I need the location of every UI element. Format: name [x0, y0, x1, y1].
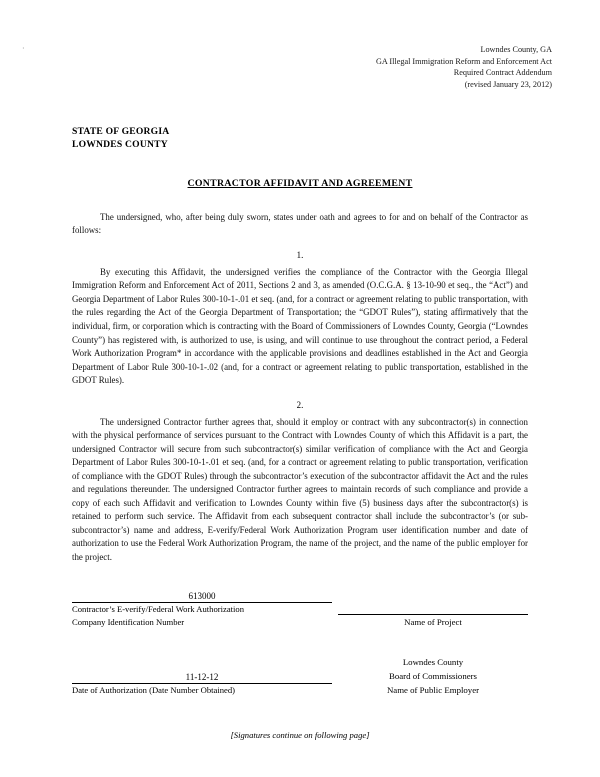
- state-county-block: [72, 125, 552, 152]
- public-employer-line2: Board of Commissioners: [389, 670, 477, 681]
- public-employer-group: [338, 655, 528, 696]
- signature-row-1: [72, 590, 528, 629]
- authorization-date-label: Date of Authorization (Date Number Obtained): [72, 684, 235, 695]
- section-number-1: 1.: [296, 249, 304, 260]
- public-employer-line1: Lowndes County: [402, 657, 464, 668]
- signature-row-2: [72, 655, 528, 696]
- authorization-date-value: 11-12-12: [185, 671, 219, 682]
- page-title: CONTRACTOR AFFIDAVIT AND AGREEMENT: [187, 177, 413, 189]
- project-name-label: Name of Project: [404, 617, 462, 628]
- signature-area: [72, 590, 528, 696]
- everify-number-input[interactable]: [72, 590, 332, 603]
- everify-number-label-line2: Company Identification Number: [72, 617, 185, 628]
- document-header: [48, 44, 552, 91]
- project-name-input[interactable]: [338, 602, 528, 615]
- everify-number-field-group: [72, 590, 332, 629]
- authorization-date-input[interactable]: [72, 671, 332, 684]
- county-line: LOWNDES COUNTY: [72, 139, 168, 151]
- header-line-3: Required Contract Addendum: [453, 68, 552, 78]
- project-name-field-group: [338, 602, 528, 629]
- corner-mark: ·: [22, 44, 25, 53]
- section-number-2: 2.: [296, 399, 304, 410]
- header-line-2: GA Illegal Immigration Reform and Enforcement Act: [376, 56, 552, 66]
- authorization-date-field-group: [72, 671, 332, 697]
- header-line-4: (revised January 23, 2012): [464, 79, 552, 89]
- continuation-note: [Signatures continue on following page]: [230, 730, 370, 741]
- everify-number-value: 613000: [188, 591, 216, 602]
- intro-paragraph: The undersigned, who, after being duly sworn, states under oath and agrees to for and on behalf of the Contractor as follows:: [72, 211, 528, 236]
- header-line-1: Lowndes County, GA: [480, 45, 552, 54]
- public-employer-label: Name of Public Employer: [386, 684, 480, 695]
- section-body-2: The undersigned Contractor further agrees that, should it employ or contract with any subcontractor(s) in connection with the physical performance of services pursuant to the Contract with Lowndes County of which this Affidavit is a part, the undersigned Contractor will secure from such subcontractor(s) similar verification of compliance with the Act and Georgia Department of Labor Rules 300-10-1-.01 et seq. (and, for a contract or agreement relating to public transportation, verification of compliance with the GDOT Rules) through the subcontractor’s execution of the subcontractor affidavit the Act and the rules and regulations thereunder. The undersigned Contractor further agrees to maintain records of such compliance and provide a copy of each such Affidavit and verification to Lowndes County within five (5) business days after the subcontractor(s) is retained to perform such service. The Affidavit from each subsequent contractor shall include the subcontractor’s (or sub-subcontractor’s) name and address, E-verify/Federal Work Authorization Program user identification number and date of authorization to use the Federal Work Authorization Program, the name of the project, and the name of the public employer for the project.: [72, 416, 528, 562]
- section-body-1: By executing this Affidavit, the undersigned verifies the compliance of the Contractor with the Georgia Illegal Immigration Reform and Enforcement Act of 2011, Sections 2 and 3, as amended (O.C.G.A. § 13-10-90 et seq., the “Act”) and Georgia Department of Labor Rules 300-10-1-.01 et seq. (and, for a contract or agreement relating to public transportation, with the rules regarding the Act of the Georgia Department of Transportation; the “GDOT Rules”), stating affirmatively that the individual, firm, or corporation which is contracting with the Board of Commissioners of Lowndes County, Georgia (“Lowndes County”) has registered with, is authorized to use, is using, and will continue to use throughout the contract period, a Federal Work Authorization Program* in accordance with the applicable provisions and deadlines established in the Act and Georgia Department of Labor Rule 300-10-1-.02 (and, for a contract or agreement relating to public transportation, established in the GDOT Rules).: [72, 266, 528, 386]
- everify-number-label-line1: Contractor’s E-verify/Federal Work Authorization: [72, 604, 245, 615]
- state-line: STATE OF GEORGIA: [72, 125, 170, 137]
